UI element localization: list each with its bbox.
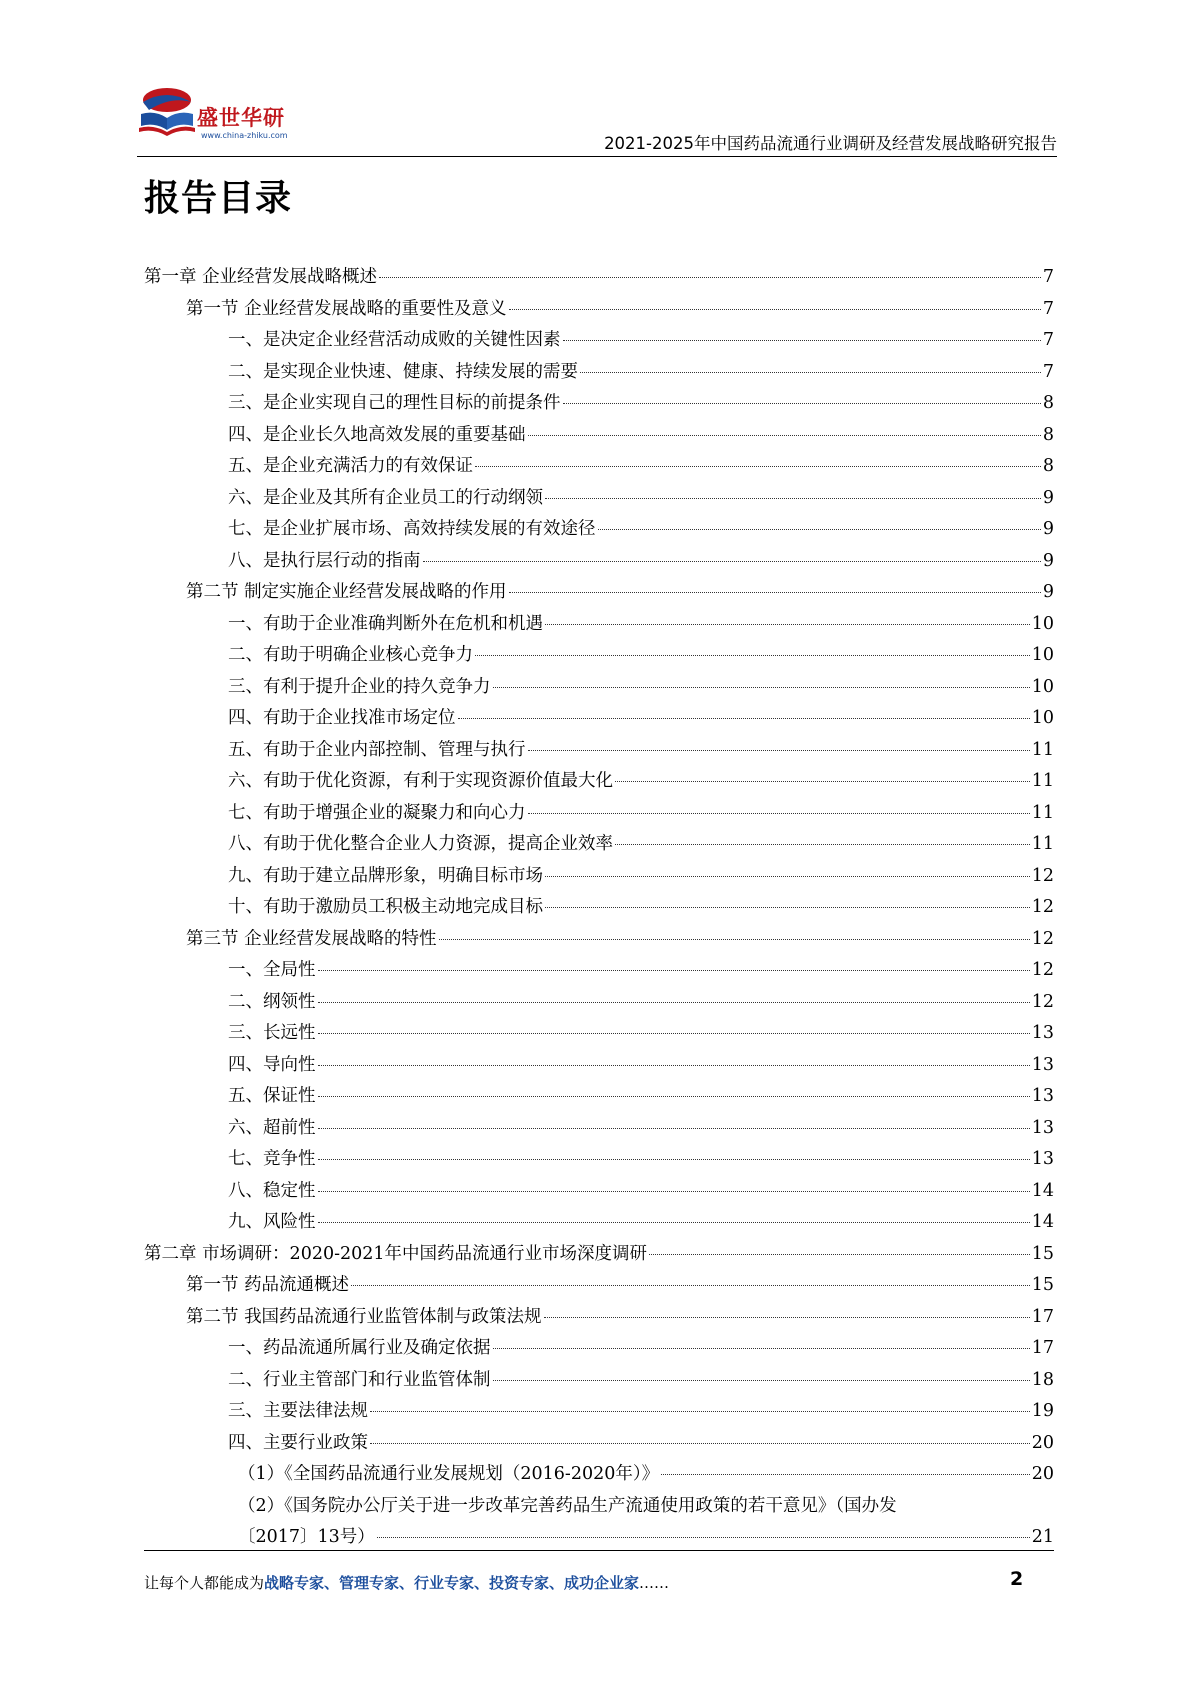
toc-entry[interactable]	[144, 1271, 1054, 1303]
footer-divider	[144, 1550, 1054, 1551]
toc-entry[interactable]	[144, 925, 1054, 957]
toc-entry-label: 二、是实现企业快速、健康、持续发展的需要	[228, 361, 578, 382]
footer-slogan	[144, 1572, 669, 1593]
header-divider	[137, 156, 1057, 157]
toc-entry-page: 7	[1042, 298, 1054, 319]
toc-entry-label: 四、导向性	[228, 1054, 316, 1075]
toc-entry-page: 17	[1031, 1306, 1054, 1327]
toc-entry-label: 第二章 市场调研：2020-2021年中国药品流通行业市场深度调研	[144, 1243, 648, 1264]
table-of-contents	[144, 263, 1054, 1555]
toc-entry-label: 七、是企业扩展市场、高效持续发展的有效途径	[228, 519, 596, 539]
toc-entry-label: 第二节 制定实施企业经营发展战略的作用	[186, 582, 507, 602]
toc-entry-label: 六、超前性	[228, 1117, 316, 1138]
toc-entry[interactable]	[144, 1366, 1054, 1398]
toc-entry-label: 六、是企业及其所有企业员工的行动纲领	[228, 487, 543, 508]
toc-leader-dots	[318, 1065, 1030, 1066]
toc-leader-dots	[545, 498, 1041, 499]
toc-leader-dots	[544, 1317, 1030, 1318]
footer-prefix: 让每个人都能成为	[144, 1574, 265, 1592]
toc-entry-page: 9	[1042, 519, 1054, 539]
toc-entry[interactable]	[144, 1208, 1054, 1240]
toc-entry[interactable]	[144, 515, 1054, 547]
toc-leader-dots	[509, 309, 1041, 310]
toc-entry-page: 12	[1031, 865, 1054, 886]
toc-leader-dots	[598, 529, 1041, 530]
page-title: 报告目录	[144, 178, 293, 219]
toc-entry-label: 〔2017〕13号）	[238, 1527, 375, 1547]
toc-leader-dots	[423, 561, 1041, 562]
toc-leader-dots	[545, 907, 1030, 908]
toc-entry-page: 9	[1042, 487, 1054, 508]
toc-entry-page: 21	[1031, 1527, 1054, 1547]
toc-leader-dots	[493, 1348, 1030, 1349]
toc-entry-page: 11	[1031, 834, 1054, 854]
toc-entry-label: 六、有助于优化资源，有利于实现资源价值最大化	[228, 771, 613, 791]
toc-entry-label: 三、是企业实现自己的理性目标的前提条件	[228, 393, 561, 413]
toc-leader-dots	[563, 403, 1041, 404]
toc-entry[interactable]	[144, 893, 1054, 925]
toc-entry-page: 13	[1031, 1054, 1054, 1075]
toc-entry[interactable]	[144, 1051, 1054, 1083]
toc-entry[interactable]	[144, 799, 1054, 831]
toc-entry[interactable]	[144, 578, 1054, 610]
toc-entry[interactable]	[144, 1019, 1054, 1051]
toc-entry[interactable]	[144, 1303, 1054, 1335]
toc-entry-page: 9	[1042, 582, 1054, 602]
toc-entry-label: 九、风险性	[228, 1212, 316, 1232]
page-header	[137, 80, 1057, 158]
toc-entry[interactable]	[144, 1334, 1054, 1366]
toc-entry-label: 七、有助于增强企业的凝聚力和向心力	[228, 802, 526, 823]
toc-entry-page: 13	[1031, 1086, 1054, 1106]
toc-leader-dots	[351, 1285, 1030, 1286]
toc-entry-label: 一、有助于企业准确判断外在危机和机遇	[228, 613, 543, 634]
toc-entry-label: 三、长远性	[228, 1023, 316, 1043]
toc-leader-dots	[545, 624, 1030, 625]
toc-entry[interactable]	[144, 641, 1054, 673]
toc-entry-page: 12	[1031, 897, 1054, 917]
toc-leader-dots	[377, 1537, 1030, 1538]
toc-leader-dots	[649, 1254, 1030, 1255]
toc-entry[interactable]	[144, 767, 1054, 799]
toc-entry-page: 20	[1031, 1432, 1054, 1453]
toc-entry-page: 20	[1031, 1464, 1054, 1484]
company-logo	[137, 80, 307, 150]
toc-entry-page: 8	[1042, 393, 1054, 413]
toc-entry[interactable]	[144, 736, 1054, 768]
toc-leader-dots	[615, 844, 1030, 845]
toc-entry-label: 四、主要行业政策	[228, 1432, 368, 1453]
toc-leader-dots	[318, 1002, 1030, 1003]
toc-entry[interactable]	[144, 452, 1054, 484]
toc-entry-label: 四、是企业长久地高效发展的重要基础	[228, 424, 526, 445]
toc-entry[interactable]	[144, 421, 1054, 453]
toc-entry-label: 第一节 企业经营发展战略的重要性及意义	[186, 298, 507, 319]
toc-leader-dots	[318, 1159, 1030, 1160]
toc-entry-page: 19	[1031, 1401, 1054, 1421]
toc-leader-dots	[528, 813, 1030, 814]
book-logo-icon	[137, 84, 203, 144]
toc-entry-label: 五、有助于企业内部控制、管理与执行	[228, 739, 526, 760]
toc-leader-dots	[563, 340, 1041, 341]
toc-leader-dots	[370, 1443, 1030, 1444]
toc-leader-dots	[318, 1222, 1030, 1223]
toc-entry-page: 10	[1031, 708, 1054, 728]
toc-leader-dots	[493, 687, 1030, 688]
toc-entry-page: 7	[1042, 330, 1054, 350]
toc-entry-page: 8	[1042, 424, 1054, 445]
toc-entry[interactable]	[144, 704, 1054, 736]
toc-entry[interactable]	[144, 830, 1054, 862]
toc-leader-dots	[528, 750, 1030, 751]
page-number: 2	[1010, 1568, 1024, 1590]
toc-entry-page: 14	[1031, 1212, 1054, 1232]
toc-entry-label: 八、有助于优化整合企业人力资源，提高企业效率	[228, 834, 613, 854]
toc-entry-page: 10	[1031, 676, 1054, 697]
toc-entry-label: 三、主要法律法规	[228, 1401, 368, 1421]
toc-entry-page: 14	[1031, 1180, 1054, 1201]
toc-entry[interactable]	[144, 326, 1054, 358]
toc-entry-label: 第三节 企业经营发展战略的特性	[186, 928, 437, 949]
toc-entry-page: 9	[1042, 550, 1054, 571]
toc-entry-page: 7	[1042, 267, 1054, 287]
toc-entry[interactable]	[144, 1397, 1054, 1429]
toc-leader-dots	[615, 781, 1030, 782]
toc-entry-label: 八、稳定性	[228, 1180, 316, 1201]
toc-entry-label: 十、有助于激励员工积极主动地完成目标	[228, 897, 543, 917]
toc-leader-dots	[318, 1033, 1030, 1034]
toc-entry-label: 一、全局性	[228, 960, 316, 980]
toc-entry-page: 13	[1031, 1117, 1054, 1138]
toc-entry-page: 7	[1042, 361, 1054, 382]
toc-leader-dots	[370, 1411, 1030, 1412]
toc-entry[interactable]	[144, 547, 1054, 579]
toc-entry-label: 二、行业主管部门和行业监管体制	[228, 1369, 491, 1390]
toc-entry-page: 11	[1031, 739, 1054, 760]
toc-entry-label: 三、有利于提升企业的持久竞争力	[228, 676, 491, 697]
toc-entry-label: （2）《国务院办公厅关于进一步改革完善药品生产流通使用政策的若干意见》（国办发	[238, 1495, 897, 1516]
toc-leader-dots	[493, 1380, 1030, 1381]
toc-entry[interactable]	[144, 673, 1054, 705]
toc-entry-label: 二、有助于明确企业核心竞争力	[228, 645, 473, 665]
toc-entry-page: 10	[1031, 645, 1054, 665]
toc-entry-page: 13	[1031, 1149, 1054, 1169]
toc-entry-page: 18	[1031, 1369, 1054, 1390]
toc-leader-dots	[475, 655, 1030, 656]
toc-entry-page: 11	[1031, 802, 1054, 823]
toc-entry[interactable]	[144, 1177, 1054, 1209]
toc-entry-label: 一、是决定企业经营活动成败的关键性因素	[228, 330, 561, 350]
toc-entry-page: 15	[1031, 1243, 1054, 1264]
toc-entry-label: 四、有助于企业找准市场定位	[228, 708, 456, 728]
footer-highlight: 战略专家、管理专家、行业专家、投资专家、成功企业家	[264, 1574, 640, 1592]
toc-entry-page: 8	[1042, 456, 1054, 476]
toc-leader-dots	[318, 1128, 1030, 1129]
toc-leader-dots	[379, 277, 1041, 278]
toc-entry-label: 八、是执行层行动的指南	[228, 550, 421, 571]
toc-entry[interactable]	[144, 1082, 1054, 1114]
toc-entry[interactable]	[144, 862, 1054, 894]
toc-leader-dots	[475, 466, 1041, 467]
toc-entry-page: 17	[1031, 1338, 1054, 1358]
toc-entry[interactable]	[144, 1145, 1054, 1177]
toc-entry[interactable]	[144, 389, 1054, 421]
toc-leader-dots	[318, 970, 1030, 971]
toc-entry-label: 第一节 药品流通概述	[186, 1275, 350, 1295]
toc-entry[interactable]	[144, 1240, 1054, 1272]
toc-entry-page: 12	[1031, 991, 1054, 1012]
toc-leader-dots	[458, 718, 1030, 719]
toc-entry[interactable]	[144, 1460, 1054, 1492]
toc-leader-dots	[661, 1474, 1030, 1475]
toc-entry-page: 13	[1031, 1023, 1054, 1043]
toc-entry[interactable]	[144, 358, 1054, 390]
toc-entry[interactable]	[144, 956, 1054, 988]
toc-leader-dots	[509, 592, 1041, 593]
toc-entry-label: 五、是企业充满活力的有效保证	[228, 456, 473, 476]
toc-entry[interactable]	[144, 295, 1054, 327]
toc-entry-label: 五、保证性	[228, 1086, 316, 1106]
logo-name: 盛世华研	[197, 106, 285, 130]
toc-entry[interactable]	[144, 610, 1054, 642]
toc-entry-label: 一、药品流通所属行业及确定依据	[228, 1338, 491, 1358]
toc-entry-label: 七、竞争性	[228, 1149, 316, 1169]
toc-leader-dots	[439, 939, 1030, 940]
toc-leader-dots	[318, 1096, 1030, 1097]
report-title: 2021-2025年中国药品流通行业调研及经营发展战略研究报告	[604, 134, 1057, 153]
footer-suffix: ……	[639, 1574, 670, 1592]
toc-entry-page: 12	[1031, 960, 1054, 980]
toc-leader-dots	[318, 1191, 1030, 1192]
toc-entry-label: （1）《全国药品流通行业发展规划（2016-2020年）》	[238, 1464, 660, 1484]
toc-entry[interactable]	[144, 1429, 1054, 1461]
toc-entry-page: 12	[1031, 928, 1054, 949]
toc-entry[interactable]	[144, 263, 1054, 295]
toc-entry-label: 九、有助于建立品牌形象，明确目标市场	[228, 865, 543, 886]
toc-leader-dots	[528, 435, 1041, 436]
toc-entry-label: 二、纲领性	[228, 991, 316, 1012]
toc-leader-dots	[545, 876, 1030, 877]
toc-entry-page: 15	[1031, 1275, 1054, 1295]
toc-entry-page: 10	[1031, 613, 1054, 634]
toc-leader-dots	[580, 372, 1041, 373]
logo-url: www.china-zhiku.com	[201, 131, 288, 140]
toc-entry-wrapped[interactable]	[144, 1492, 1054, 1524]
toc-entry-label: 第二节 我国药品流通行业监管体制与政策法规	[186, 1306, 542, 1327]
toc-entry-page: 11	[1031, 771, 1054, 791]
toc-entry[interactable]	[144, 988, 1054, 1020]
toc-entry[interactable]	[144, 1114, 1054, 1146]
toc-entry-label: 第一章 企业经营发展战略概述	[144, 267, 378, 287]
toc-entry[interactable]	[144, 484, 1054, 516]
